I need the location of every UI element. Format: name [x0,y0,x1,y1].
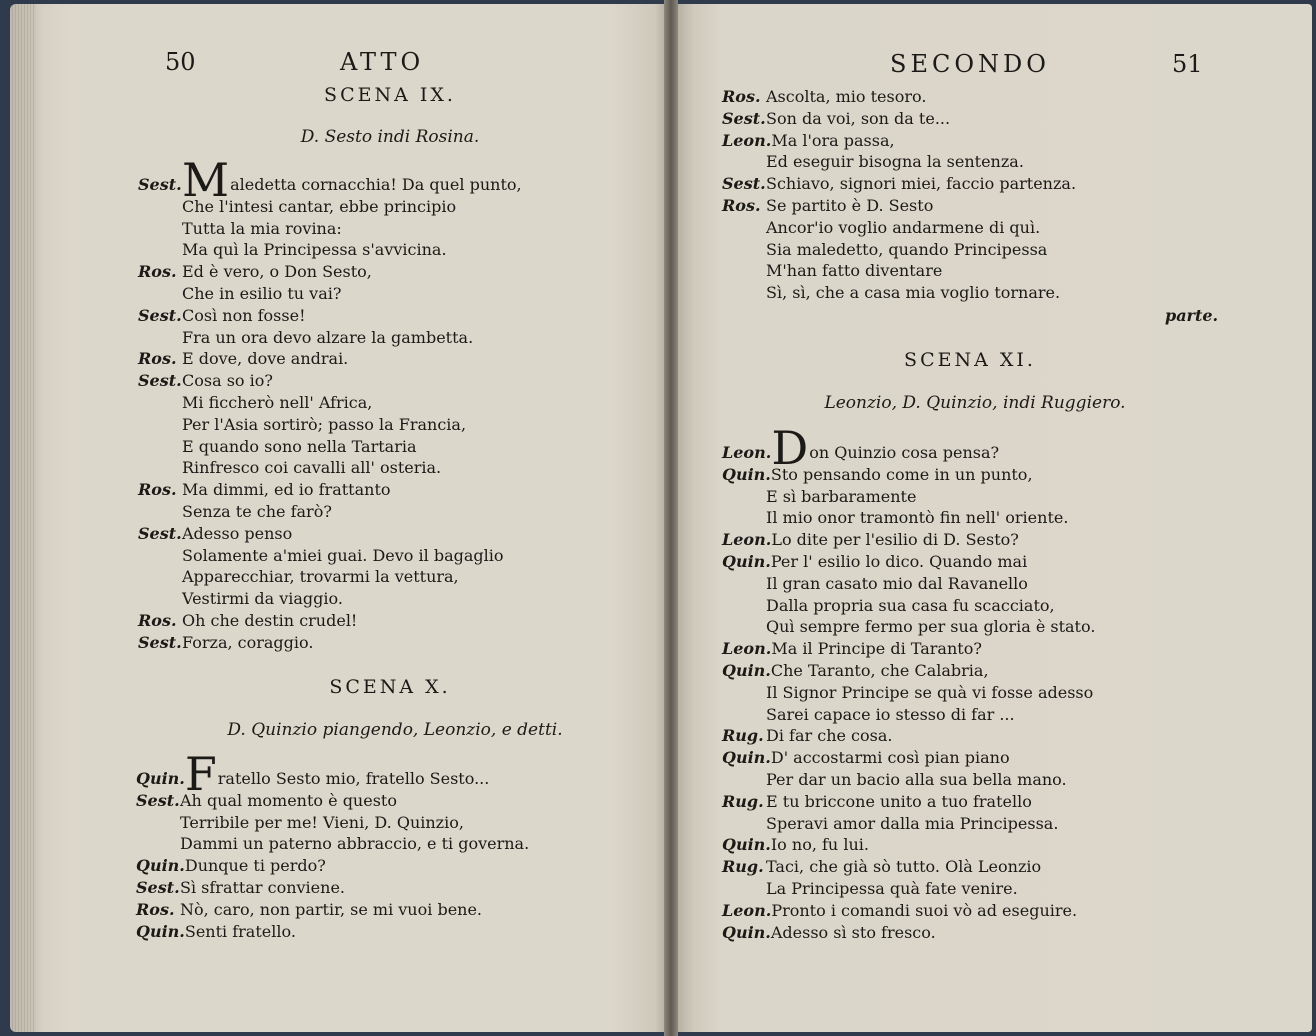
speaker-label: Ros. [136,899,175,919]
drop-cap-initial: M [182,153,230,207]
verse-continuation-line [138,588,522,610]
line-text: E dove, dove andrai. [182,349,349,369]
scene-xi-stage-direction: Leonzio, D. Quinzio, indi Ruggiero. [824,393,1126,413]
line-text: Che l'intesi cantar, ebbe principio [182,196,457,216]
line-text: E quando sono nella Tartaria [182,436,417,456]
speaker-label: Sest. [722,174,766,194]
speech-line [722,900,1095,922]
speech-line [136,855,529,877]
speaker-label: Leon. [722,530,772,550]
line-text: Son da voi, son da te... [766,108,951,128]
line-text: Adesso penso [182,523,293,543]
line-text: Sia maledetto, quando Principessa [766,239,1048,259]
drop-cap-initial: D [771,421,809,475]
line-text: Senza te che farò? [182,501,332,521]
line-text: Pronto i comandi suoi vò ad eseguire. [771,900,1078,920]
line-text: Mi ficcherò nell' Africa, [182,392,373,412]
speaker-label: Ros. [722,195,761,215]
speech-line [722,108,1076,130]
line-text: Ma dimmi, ed io frattanto [182,480,391,500]
line-text: Speravi amor dalla mia Principessa. [766,813,1059,833]
line-text: Così non fosse! [182,305,306,325]
speaker-label: Sest. [136,790,180,810]
line-text: Sì sfrattar conviene. [180,877,345,897]
line-text: Oh che destin crudel! [182,610,358,630]
verse-continuation-line [722,486,1095,508]
scene-ix-title: SCENA IX. [324,84,456,106]
line-text: Cosa so io? [182,371,273,391]
verse-continuation-line [138,457,522,479]
verse-continuation-line [138,414,522,436]
verse-continuation-line [138,436,522,458]
line-text: Ed eseguir bisogna la sentenza. [766,152,1024,172]
speech-line [138,261,522,283]
line-text: Sì, sì, che a casa mia voglio tornare. [766,283,1061,303]
scene-ix-dialogue [138,153,522,654]
line-text: Apparecchiar, trovarmi la vettura, [182,567,459,587]
verse-continuation-line [722,682,1095,704]
speaker-label: Quin. [722,551,771,571]
verse-continuation-line [722,282,1076,304]
line-text: on Quinzio cosa pensa? [809,443,1000,462]
line-text: Lo dite per l'esilio di D. Sesto? [771,530,1019,550]
line-text: Fra un ora devo alzare la gambetta. [182,327,474,347]
line-text: E tu briccone unito a tuo fratello [766,791,1032,811]
line-text: Il gran casato mio dal Ravanello [766,573,1028,593]
line-text: ratello Sesto mio, fratello Sesto... [217,769,490,788]
line-text: Il Signor Principe se quà vi fosse adesso [766,682,1094,702]
speaker-label: Sest. [138,632,182,652]
speaker-label: Quin. [722,464,771,484]
speaker-label: Quin. [722,835,771,855]
verse-continuation-line [138,239,522,261]
verse-continuation-line [722,573,1095,595]
speaker-label: Ros. [138,480,177,500]
line-text: Taci, che già sò tutto. Olà Leonzio [766,857,1042,877]
verse-continuation-line [138,566,522,588]
line-text: Sarei capace io stesso di far ... [766,704,1015,724]
verse-continuation-line [722,813,1095,835]
line-text: E sì barbaramente [766,486,917,506]
speaker-label: Ros. [722,87,761,106]
verse-continuation-line [722,878,1095,900]
line-text: Ma il Principe di Taranto? [771,639,982,659]
verse-continuation-line [722,239,1076,261]
scene-xi-dialogue [722,421,1096,943]
scene-x-title: SCENA X. [329,676,451,698]
speaker-label: Sest. [138,305,182,325]
speech-line [722,922,1095,944]
line-text: Il mio onor tramontò fin nell' oriente. [766,508,1069,528]
verse-continuation-line [722,616,1095,638]
speaker-label: Sest. [136,877,180,897]
scene-x-stage-direction: D. Quinzio piangendo, Leonzio, e detti. [227,720,563,740]
scene-ix-stage-direction: D. Sesto indi Rosina. [300,127,480,147]
speech-line [138,305,522,327]
speech-line [138,523,522,545]
line-text: Ancor'io voglio andarmene di quì. [766,217,1041,237]
line-text: Io no, fu lui. [770,835,869,855]
verse-continuation-line [722,260,1076,282]
speaker-label: Sest. [138,523,182,543]
verse-continuation-line [138,283,522,305]
drop-cap-initial: F [184,747,217,801]
line-text: Ah qual momento è questo [180,790,397,810]
line-text: Per l'Asia sortirò; passo la Francia, [182,414,467,434]
speaker-label: Leon. [722,130,772,150]
speech-line [722,195,1076,217]
verse-continuation-line [136,833,529,855]
speaker-label: Sest. [138,371,182,391]
speaker-label: Quin. [722,660,771,680]
speaker-label: Sest. [138,175,182,194]
line-text: Sto pensando come in un punto, [770,464,1033,484]
line-text: Rinfresco coi cavalli all' osteria. [182,458,442,478]
line-text: Per dar un bacio alla sua bella mano. [766,769,1067,789]
verse-continuation-line [722,769,1095,791]
line-text: Terribile per me! Vieni, D. Quinzio, [180,812,464,832]
speech-line [722,834,1095,856]
line-text: La Principessa quà fate venire. [766,878,1018,898]
speech-line [722,86,1076,108]
speaker-label: Rug. [722,791,764,811]
right-running-head: SECONDO [890,50,1050,78]
speaker-label: Quin. [136,856,185,876]
speaker-label: Leon. [722,900,772,920]
line-text: Dammi un paterno abbraccio, e ti governa. [180,834,530,854]
line-text: Per l' esilio lo dico. Quando mai [770,551,1028,571]
speaker-label: Ros. [138,349,177,369]
speaker-label: Sest. [722,108,766,128]
line-text: Schiavo, signori miei, faccio partenza. [766,174,1077,194]
speech-line [722,464,1095,486]
speaker-label: Rug. [722,726,764,746]
line-text: Forza, coraggio. [182,632,314,652]
line-text: Tutta la mia rovina: [182,218,342,238]
verse-continuation-line [138,501,522,523]
line-text: Senti fratello. [184,921,296,941]
verse-continuation-line [138,327,522,349]
line-text: M'han fatto diventare [766,261,943,281]
line-text: Dalla propria sua casa fu scacciato, [766,595,1055,615]
line-text: Ascolta, mio tesoro. [766,87,927,106]
speaker-label: Rug. [722,857,764,877]
verse-continuation-line [722,151,1076,173]
speech-line [138,348,522,370]
speaker-label: Leon. [722,639,772,659]
right-page-number: 51 [1172,50,1203,78]
right-top-dialogue [722,86,1076,304]
speech-line [138,610,522,632]
speech-line [138,479,522,501]
line-text: Solamente a'miei guai. Devo il bagaglio [182,545,504,565]
line-text: Dunque ti perdo? [184,856,326,876]
speech-line [722,660,1095,682]
verse-continuation-line [722,595,1095,617]
page-edges [10,4,36,1032]
verse-continuation-line [136,812,529,834]
speech-line [136,921,529,943]
speaker-label: Leon. [722,443,772,462]
speech-line [722,173,1076,195]
scene-xi-title: SCENA XI. [904,349,1036,371]
line-text: Nò, caro, non partir, se mi vuoi bene. [180,899,483,919]
speech-line [722,551,1095,573]
verse-continuation-line [722,704,1095,726]
verse-continuation-line [138,196,522,218]
verse-continuation-line [138,545,522,567]
speaker-label: Quin. [136,921,185,941]
left-running-head: ATTO [340,48,425,76]
verse-continuation-line [722,507,1095,529]
line-text: Ma l'ora passa, [771,130,895,150]
verse-continuation-line [138,392,522,414]
line-text: aledetta cornacchia! Da quel punto, [230,175,522,194]
speech-line [722,638,1095,660]
line-text: Che in esilio tu vai? [182,283,342,303]
line-text: Vestirmi da viaggio. [182,589,343,609]
line-text: Ed è vero, o Don Sesto, [182,262,372,282]
verse-continuation-line [138,218,522,240]
speaker-label: Quin. [136,769,185,788]
line-text: D' accostarmi così pian piano [770,748,1010,768]
speech-line [722,529,1095,551]
speech-line [722,130,1076,152]
line-text: Se partito è D. Sesto [766,195,934,215]
left-page-number: 50 [165,48,196,76]
line-text: Quì sempre fermo per sua gloria è stato. [766,617,1096,637]
exit-note: parte. [1165,306,1219,325]
speech-line [722,791,1095,813]
speech-line [722,747,1095,769]
speech-line [138,370,522,392]
line-text: Adesso sì sto fresco. [770,922,936,942]
speaker-label: Quin. [722,748,771,768]
speech-line [722,725,1095,747]
scene-x-dialogue [136,747,530,942]
speaker-label: Ros. [138,610,177,630]
speaker-label: Ros. [138,262,177,282]
verse-continuation-line [722,217,1076,239]
speech-line [136,899,529,921]
line-text: Ma quì la Principessa s'avvicina. [182,240,447,260]
speech-line [138,632,522,654]
speech-line [136,877,529,899]
book-gutter [664,0,678,1036]
speech-line [136,790,529,812]
line-text: Che Taranto, che Calabria, [770,660,989,680]
speech-line [722,856,1095,878]
line-text: Di far che cosa. [766,726,893,746]
speaker-label: Quin. [722,922,771,942]
